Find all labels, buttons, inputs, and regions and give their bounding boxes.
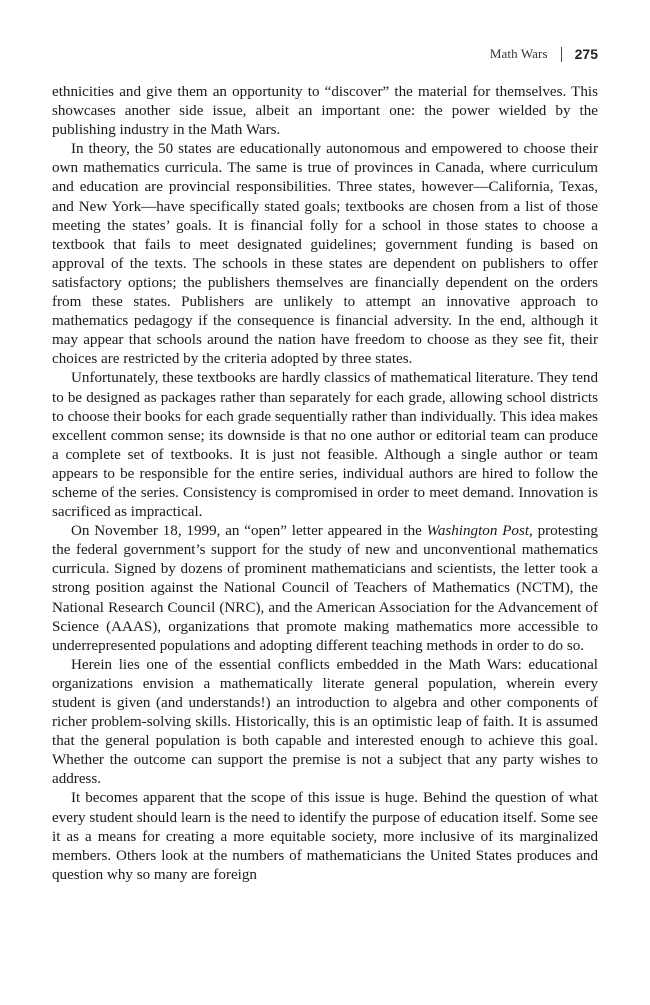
header-divider [561,47,562,62]
paragraph-essential-conflict: Herein lies one of the essential conflicts embedded in the Math Wars: educational organizations envision a mathematically literate general population, wherein every student is given (and understands!) an introduction to algebra and other components of richer problem-solving skills. Historically, this is an optimistic leap of faith. It is assumed that the general population is both capable and interested enough to achieve this goal. Whether the outcome can support the premise is not a subject that any party wishes to address. [52,656,598,788]
page-header [490,46,598,62]
publication-title: Washington Post, [426,523,533,540]
paragraph-open-letter-start: On November 18, 1999, an “open” letter appeared in the [71,523,427,540]
paragraph-scope: It becomes apparent that the scope of this issue is huge. Behind the question of what every student should learn is the need to identify the purpose of education itself. Some see it as a means for creating a more equitable society, more inclusive of its marginalized members. Others look at the numbers of mathematicians the United States produces and question why so many are foreign [52,790,598,883]
body-text [52,83,598,885]
running-title: Math Wars [489,46,548,61]
paragraph-continued: ethnicities and give them an opportunity to “discover” the material for themselves. This showcases another side issue, albeit an important one: the power wielded by the publishing industry in the Math Wars. [52,84,598,139]
page-number: 275 [574,46,598,62]
paragraph-states-autonomy: In theory, the 50 states are educationally autonomous and empowered to choose their own mathematics curricula. The same is true of provinces in Canada, where curriculum and education are provincial responsibilities. Three states, however—California, Texas, and New York—have specifically stated goals; textbooks are chosen from a list of those meeting the states’ goals. It is financial folly for a school in those states to choose a textbook that fails to meet designated guidelines; government funding is based on approval of the texts. The schools in these states are dependent on publishers to offer satisfactory options; the publishers themselves are financially dependent on the orders from these states. Publishers are unlikely to attempt an innovative approach to mathematics pedagogy if the consequence is financial adversity. In the end, although it may appear that schools around the nation have freedom to choose as they see fit, their choices are restricted by the criteria adopted by three states. [52,141,598,368]
paragraph-open-letter-end: protesting the federal government’s support for the study of new and unconventional mathematics curricula. Signed by dozens of prominent mathematicians and scientists, the letter took a strong position against the National Council of Teachers of Mathematics (NCTM), the National Research Council (NRC), and the American Association for the Advancement of Science (AAAS), organizations that promote making mathematics more accessible to underrepresented populations and adopting different teaching methods in order to do so. [52,523,598,654]
paragraph-textbooks: Unfortunately, these textbooks are hardly classics of mathematical literature. They tend to be designed as packages rather than separately for each grade, allowing school districts to choose their books for each grade sequentially rather than individually. This idea makes excellent common sense; its downside is that no one author or editorial team can produce a complete set of textbooks. It is just not feasible. Although a single author or team appears to be responsible for the entire series, individual authors are hired to follow the scheme of the series. Consistency is compromised in order to meet demand. Innovation is sacrificed as impractical. [52,370,598,521]
paragraph-open-letter [52,522,598,656]
